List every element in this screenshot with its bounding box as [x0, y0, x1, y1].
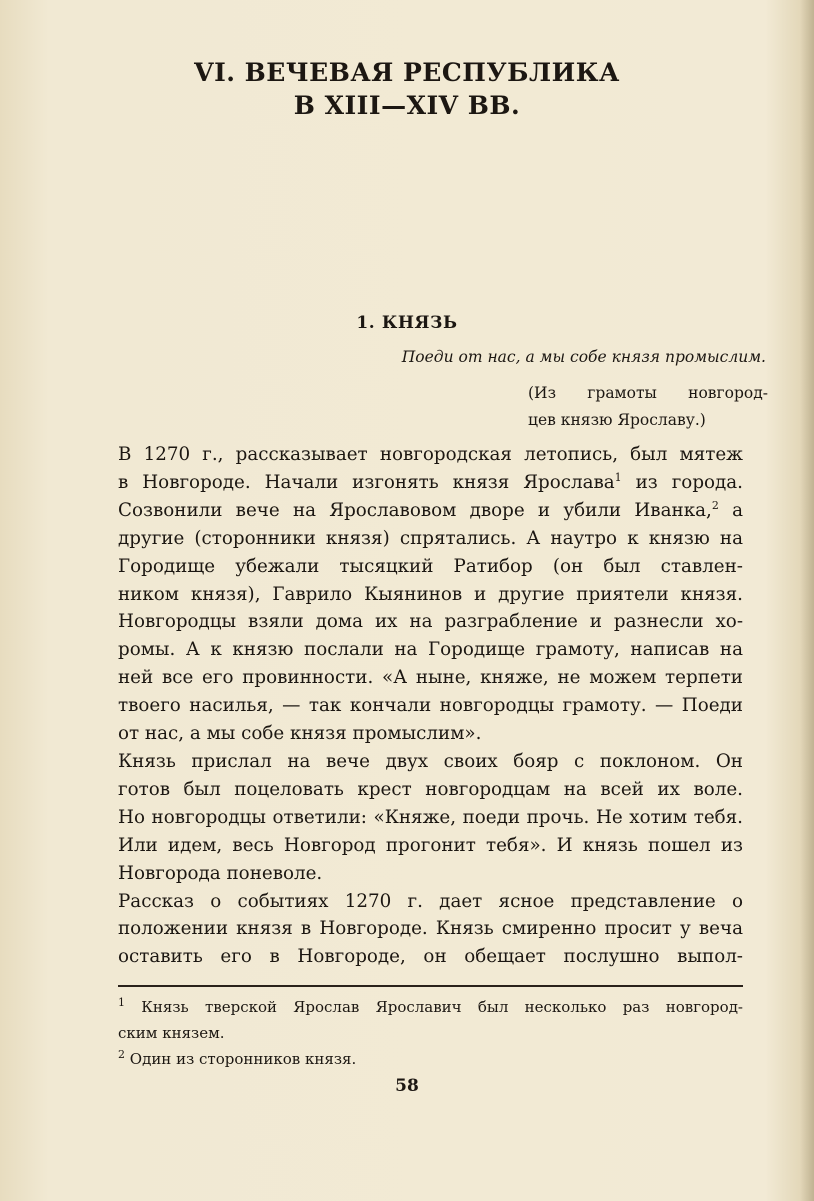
text-line: другие (сторонники князя) спрятались. А наутро к князю на [118, 527, 743, 549]
text-line: от нас, а мы собе князя промыслим». [118, 723, 482, 745]
text-line: оставить его в Новгороде, он обещает послушно выпол- [118, 946, 743, 968]
body-paragraph-1 [118, 441, 743, 971]
text-line: ней все его провинности. «А ныне, княже, не можем терпети [118, 667, 743, 689]
text-line: Рассказ о событиях 1270 г. дает ясное представление о [118, 890, 743, 912]
chapter-title-line-2: В XIII—XIV ВВ. [293, 91, 521, 120]
footnote-2-line [118, 1046, 743, 1072]
text-line-part: из города. [635, 471, 743, 493]
text-line: ником князя), Гаврило Кыянинов и другие приятели князя. [118, 583, 743, 605]
footnote-2-text: Один из сторонников князя. [129, 1050, 357, 1068]
footnote-2 [118, 1046, 743, 1072]
text-line [118, 469, 743, 497]
text-line: Городище убежали тысяцкий Ратибор (он был ставлен- [118, 555, 743, 577]
chapter-title [0, 56, 814, 122]
page-number: 58 [395, 1076, 419, 1096]
section-title: 1. КНЯЗЬ [356, 313, 458, 333]
text-line [118, 497, 743, 525]
footnote-1-mark: 1 [118, 996, 125, 1009]
epigraph-source-line-1: (Из грамоты новгород- [528, 384, 768, 402]
epigraph-source [528, 380, 768, 434]
text-line: готов был поцеловать крест новгородцам на всей их воле. [118, 778, 743, 800]
text-line: твоего насилья, — так кончали новгородцы грамоту. — Поеди [118, 695, 743, 717]
text-line: Но новгородцы ответили: «Княже, поеди прочь. Не хотим тебя. [118, 806, 743, 828]
text-line: Князь прислал на вече двух своих бояр с поклоном. Он [118, 750, 743, 772]
text-line: Новгородцы взяли дома их на разграбление и разнесли хо- [118, 611, 743, 633]
footnotes [118, 994, 743, 1072]
text-line: положении князя в Новгороде. Князь смиренно просит у веча [118, 918, 743, 940]
footnote-2-mark: 2 [118, 1048, 125, 1061]
footnote-ref-1: 1 [614, 470, 622, 484]
epigraph-source-line-2: цев князю Ярославу.) [528, 411, 706, 429]
footnote-1-line-2: ским князем. [118, 1024, 225, 1042]
footnote-1 [118, 994, 743, 1046]
text-line: ромы. А к князю послали на Городище грамоту, написав на [118, 639, 743, 661]
text-line-part: в Новгороде. Начали изгонять князя Ярослава [118, 471, 615, 493]
text-line: В 1270 г., рассказывает новгородская летопись, был мятеж [118, 444, 743, 465]
text-line: Или идем, весь Новгород прогонит тебя». И князь пошел из [118, 834, 743, 856]
chapter-title-line-1: VI. ВЕЧЕВАЯ РЕСПУБЛИКА [194, 58, 620, 87]
epigraph-quote: Поеди от нас, а мы собе князя промыслим. [401, 348, 766, 366]
text-line: Новгорода поневоле. [118, 862, 323, 884]
footnote-divider [118, 985, 743, 987]
footnote-1-text: Князь тверской Ярослав Ярославич был несколько раз новгород- [141, 998, 743, 1016]
footnote-ref-2: 2 [711, 498, 719, 512]
text-line-part: Созвонили вече на Ярославовом дворе и убили Иванка, [118, 499, 712, 521]
footnote-1-line-1 [118, 994, 743, 1020]
text-line-part: а [732, 499, 743, 521]
